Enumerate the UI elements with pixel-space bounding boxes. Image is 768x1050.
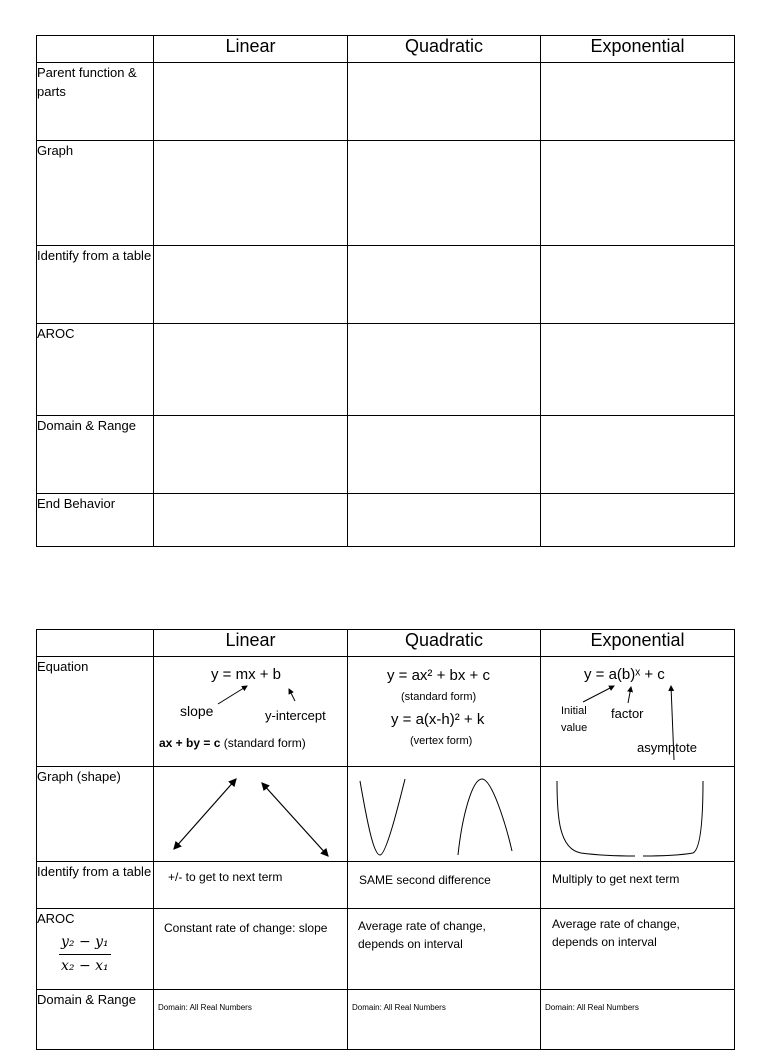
aroc-denominator: x₂ − x₁ [61,958,109,974]
blank-cell [348,63,541,141]
corner-cell [37,630,154,657]
blank-cell [154,324,348,416]
blank-cell [541,141,735,246]
table-row [37,494,735,547]
quadratic-identify-cell [348,862,541,909]
quadratic-vertex-equation: y = a(x-h)² + k [391,711,485,728]
linear-identify-text: +/- to get to next term [168,870,283,884]
header-row [37,36,735,63]
slope-arrow [218,686,247,704]
exponential-growth-graph [643,781,703,856]
table-row-graph [37,767,735,862]
upward-parabola-graph [360,779,405,855]
aroc-formula [59,933,111,976]
filled-comparison-table [36,629,735,1050]
quadratic-aroc-cell [348,909,541,990]
col-header-linear: Linear [154,630,348,657]
asymptote-label: asymptote [637,740,697,755]
quadratic-domain-cell [348,990,541,1050]
row-label-identify: Identify from a table [37,246,154,324]
quadratic-vertex-note: (vertex form) [410,735,473,747]
exponential-equation-cell [541,657,735,767]
linear-domain-cell [154,990,348,1050]
row-label-equation: Equation [37,657,154,767]
exponential-aroc-line2: depends on interval [552,935,657,949]
table-row [37,141,735,246]
exponential-domain-text: Domain: All Real Numbers [545,1003,639,1012]
row-label-domain-range: Domain & Range [37,416,154,494]
slope-label: slope [180,703,214,719]
row-label-graph-shape: Graph (shape) [37,767,154,862]
table-row-equation [37,657,735,767]
aroc-numerator: y₂ − y₁ [61,934,109,950]
table-row [37,416,735,494]
intercept-arrow [289,689,295,701]
blank-cell [154,494,348,547]
blank-cell [541,63,735,141]
quadratic-standard-note: (standard form) [401,691,477,703]
blank-cell [348,494,541,547]
blank-comparison-table [36,35,735,547]
table-row-domain [37,990,735,1050]
linear-graph-cell [154,767,348,862]
row-label-end-behavior: End Behavior [37,494,154,547]
exponential-identify-text: Multiply to get next term [552,872,680,886]
exponential-decay-graph [557,781,635,856]
corner-cell [37,36,154,63]
blank-cell [541,494,735,547]
table-row [37,63,735,141]
linear-identify-cell [154,862,348,909]
col-header-exponential: Exponential [541,36,735,63]
quadratic-graphs [348,767,541,862]
quadratic-aroc-line2: depends on interval [358,937,463,951]
decreasing-line-graph [262,783,328,856]
initial-value-arrow [583,686,614,702]
blank-cell [541,246,735,324]
linear-aroc-cell [154,909,348,990]
exponential-aroc-cell [541,909,735,990]
downward-parabola-graph [458,779,512,855]
col-header-linear: Linear [154,36,348,63]
row-label-aroc-cell [37,909,154,990]
exponential-graphs [541,767,735,862]
row-label-aroc: AROC [37,324,154,416]
blank-cell [154,141,348,246]
row-label-identify: Identify from a table [37,862,154,909]
y-intercept-label: y-intercept [265,708,326,723]
row-label-parent-function: Parent function & parts [37,63,154,141]
col-header-quadratic: Quadratic [348,630,541,657]
quadratic-standard-equation: y = ax² + bx + c [387,667,490,684]
exponential-equation: y = a(b)ˣ + c [584,666,665,683]
linear-equation-cell [154,657,348,767]
col-header-quadratic: Quadratic [348,36,541,63]
blank-cell [154,63,348,141]
header-row [37,630,735,657]
blank-cell [348,246,541,324]
col-header-exponential: Exponential [541,630,735,657]
table-row-aroc [37,909,735,990]
exponential-domain-cell [541,990,735,1050]
value-label: value [561,722,588,734]
factor-arrow [628,687,631,703]
exponential-graph-cell [541,767,735,862]
quadratic-graph-cell [348,767,541,862]
initial-label: Initial [561,705,587,717]
linear-graphs [154,767,348,862]
blank-cell [348,324,541,416]
table-row [37,324,735,416]
blank-cell [541,324,735,416]
standard-form-note: (standard form) [223,736,306,750]
row-label-graph: Graph [37,141,154,246]
factor-label: factor [611,706,644,721]
blank-cell [541,416,735,494]
linear-domain-text: Domain: All Real Numbers [158,1003,252,1012]
standard-form-line [159,736,306,750]
increasing-line-graph [174,779,236,849]
quadratic-identify-text: SAME second difference [359,873,491,887]
row-label-aroc: AROC [37,911,75,926]
linear-aroc-text: Constant rate of change: slope [164,921,328,935]
blank-cell [348,141,541,246]
row-label-domain-range: Domain & Range [37,990,154,1050]
table-row-identify [37,862,735,909]
exponential-identify-cell [541,862,735,909]
blank-cell [348,416,541,494]
quadratic-equation-cell [348,657,541,767]
blank-cell [154,246,348,324]
standard-form-equation: ax + by = c [159,736,221,750]
linear-equation: y = mx + b [211,666,282,683]
quadratic-aroc-line1: Average rate of change, [358,919,486,933]
quadratic-domain-text: Domain: All Real Numbers [352,1003,446,1012]
blank-cell [154,416,348,494]
exponential-aroc-line1: Average rate of change, [552,917,680,931]
table-row [37,246,735,324]
